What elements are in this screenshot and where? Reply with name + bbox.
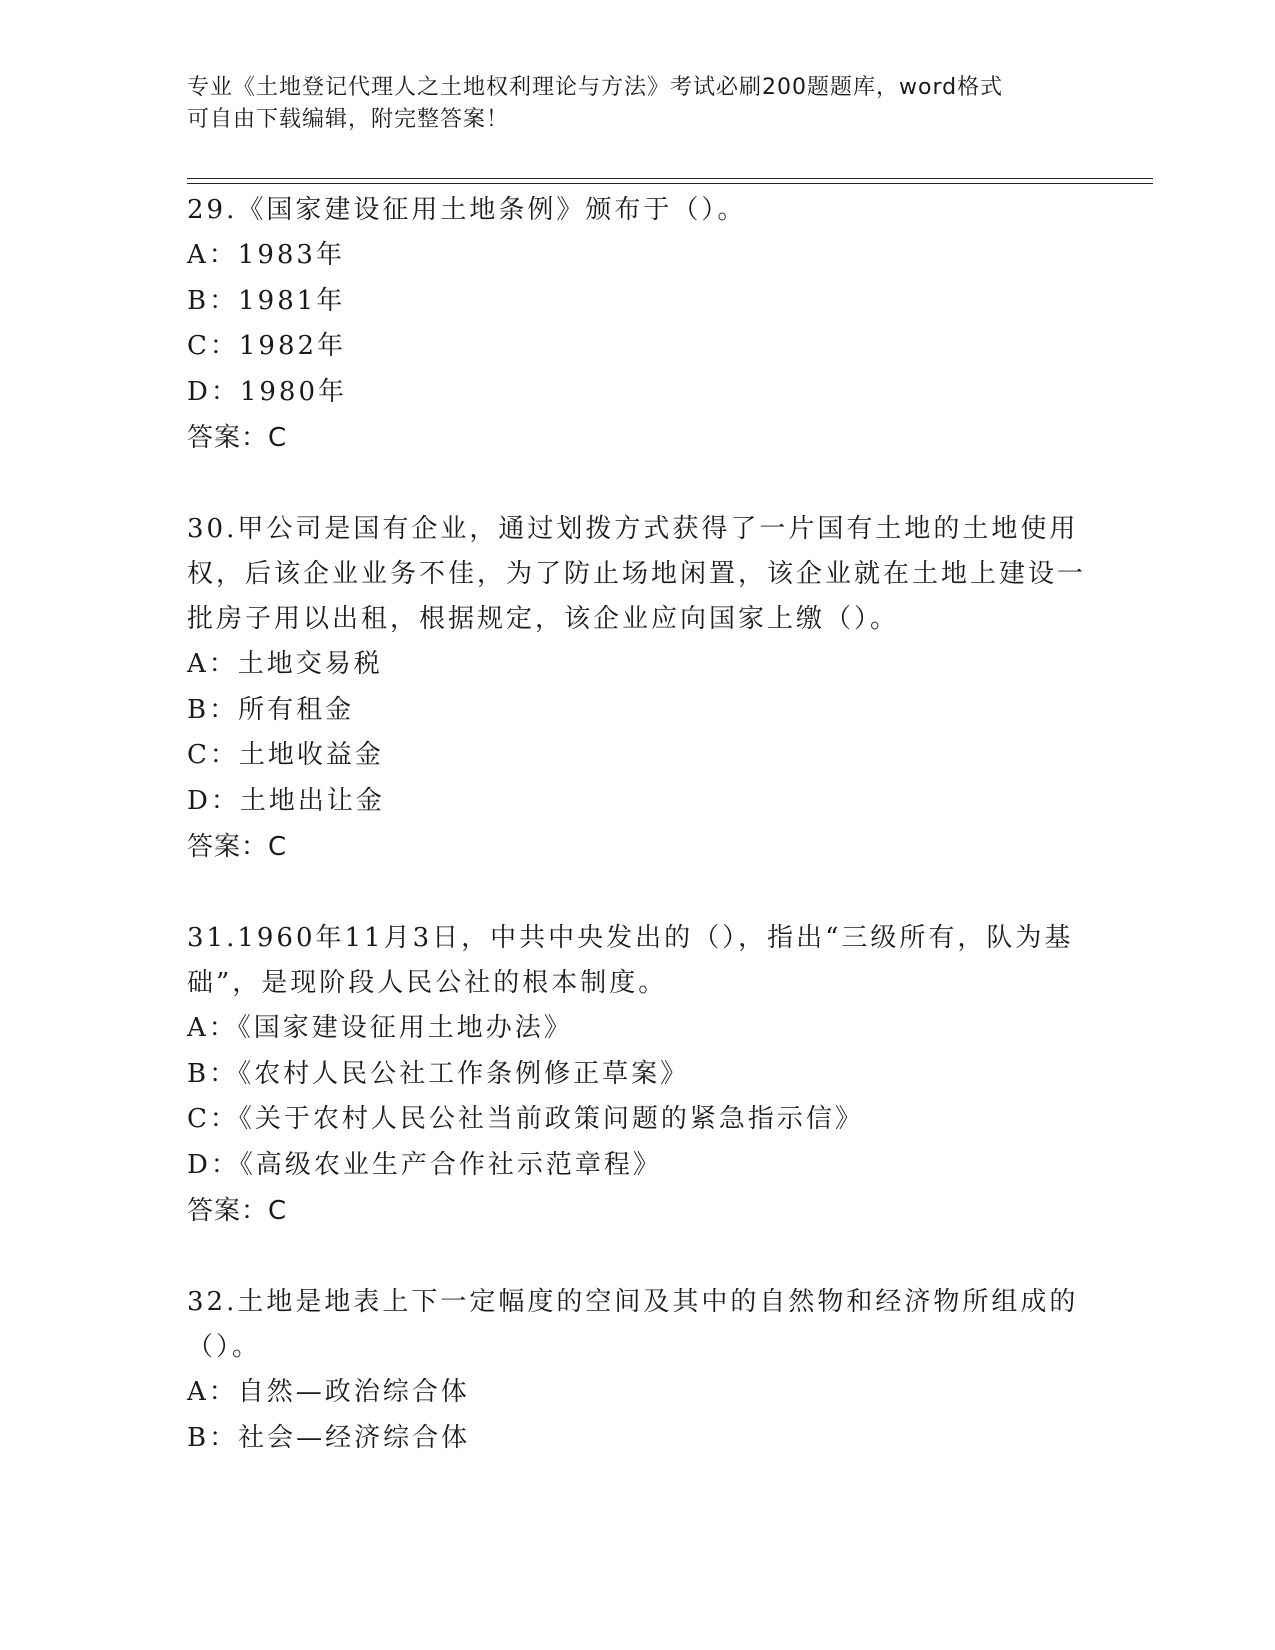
option-b: B：1981年 — [187, 285, 346, 316]
option-d: D：《高级农业生产合作社示范章程》 — [187, 1149, 662, 1180]
question-32 — [187, 1280, 1087, 1461]
option-a: A：1983年 — [187, 240, 345, 270]
header-divider-bottom — [187, 183, 1153, 184]
question-stem: 31.1960年11月3日，中共中央发出的（），指出“三级所有，队为基础”，是现阶段人民公社的根本制度。 — [187, 923, 1074, 998]
option-c: C：《关于农村人民公社当前政策问题的紧急指示信》 — [187, 1104, 864, 1134]
option-a: A：自然—政治综合体 — [187, 1377, 470, 1407]
option-d: D：土地出让金 — [187, 785, 385, 816]
question-stem: 29.《国家建设征用土地条例》颁布于（）。 — [187, 195, 747, 225]
question-stem: 30.甲公司是国有企业，通过划拨方式获得了一片国有土地的土地使用权，后该企业业务不佳，为了防止场地闲置，该企业就在土地上建设一批房子用以出租，根据规定，该企业应向国家上缴（）。 — [187, 514, 1087, 634]
document-header — [187, 72, 1087, 136]
question-31 — [187, 916, 1087, 1234]
header-divider-top — [187, 178, 1153, 179]
answer-line: 答案：C — [187, 423, 288, 453]
question-list — [187, 188, 1087, 1461]
header-line-2: 可自由下载编辑，附完整答案！ — [187, 107, 510, 132]
option-c: C：土地收益金 — [187, 740, 384, 770]
option-a: A：《国家建设征用土地办法》 — [187, 1013, 573, 1043]
option-b: B：《农村人民公社工作条例修正草案》 — [187, 1058, 690, 1089]
option-b: B：所有租金 — [187, 694, 355, 725]
option-a: A：土地交易税 — [187, 649, 383, 679]
header-line-1: 专业《土地登记代理人之土地权利理论与方法》考试必刷200题题库，word格式 — [187, 75, 1004, 100]
question-30 — [187, 507, 1087, 870]
option-d: D：1980年 — [187, 376, 348, 407]
answer-line: 答案：C — [187, 1196, 288, 1226]
option-b: B：社会—经济综合体 — [187, 1422, 471, 1453]
question-29 — [187, 188, 1087, 461]
option-c: C：1982年 — [187, 331, 347, 361]
answer-line: 答案：C — [187, 832, 288, 862]
question-stem: 32.土地是地表上下一定幅度的空间及其中的自然物和经济物所组成的（）。 — [187, 1287, 1079, 1362]
